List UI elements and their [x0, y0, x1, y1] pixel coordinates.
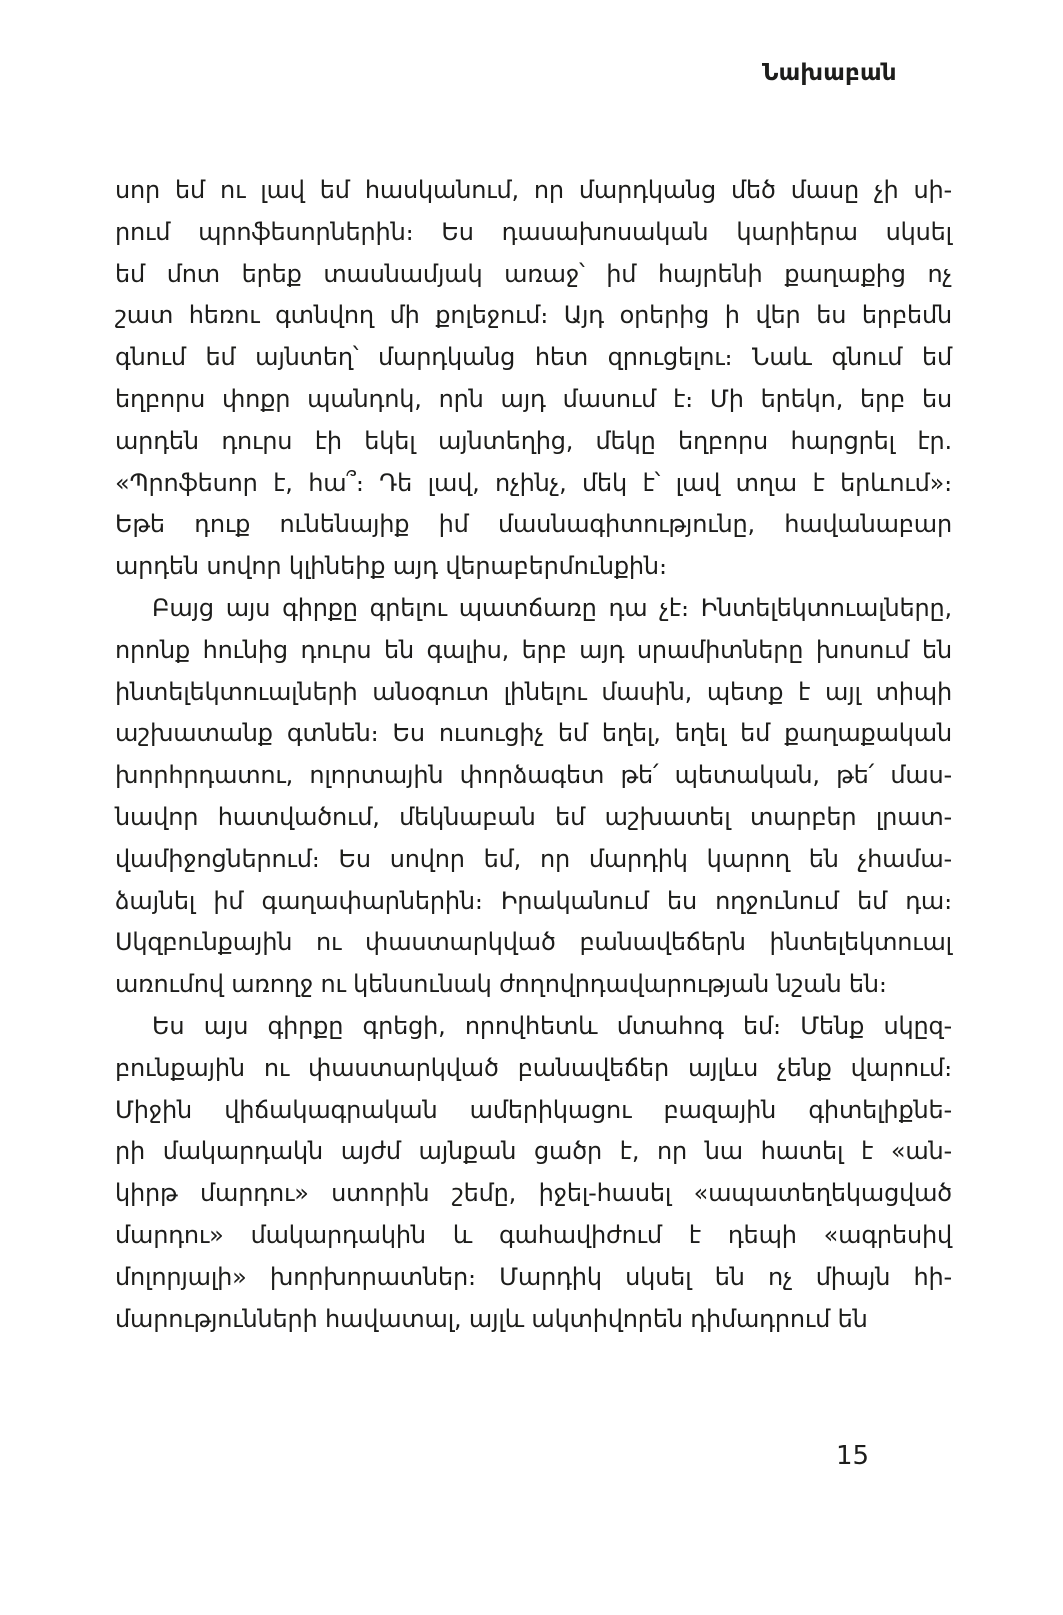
- text-line: րի մակարդակն այժմ այնքան ցածր է, որ նա հատել է «ան-: [115, 1137, 952, 1166]
- text-line: կիրթ մարդու» ստորին շեմը, իջել-հասել «ապատեղեկացված: [115, 1179, 952, 1208]
- running-header: Նախաբան: [762, 60, 897, 86]
- page-number: 15: [836, 1441, 870, 1471]
- text-line: վամիջոցներում։ Ես սովոր եմ, որ մարդիկ կարող են չհամա-: [115, 844, 952, 873]
- text-line: եմ մոտ երեք տասնամյակ առաջ՝ իմ հայրենի քաղաքից ոչ: [115, 259, 952, 288]
- text-line: րում պրոֆեսորներին։ Ես դասախոսական կարիերա սկսել: [115, 217, 952, 246]
- text-line: սոր եմ ու լավ եմ հասկանում, որ մարդկանց մեծ մասը չի սի-: [115, 176, 952, 204]
- text-line: խորհրդատու, ոլորտային փորձագետ թե՛ պետական, թե՛ մաս-: [115, 761, 952, 790]
- text-line: Ես այս գիրքը գրեցի, որովհետև մտահոգ եմ։ Մենք սկըզ-: [152, 1011, 952, 1040]
- text-line: Սկզբունքային ու փաստարկված բանավեճերն ինտելեկտուալ: [115, 928, 952, 957]
- text-line: գնում եմ այնտեղ՝ մարդկանց հետ զրուցելու։ Նաև գնում եմ: [115, 343, 952, 372]
- body-text: [115, 170, 952, 1340]
- text-line: արդեն դուրս էի եկել այնտեղից, մեկը եղբորս հարցրել էր.: [115, 426, 952, 455]
- text-line: Եթե դուք ունենայիք իմ մասնագիտությունը, հավանաբար: [115, 510, 952, 539]
- text-line: մարությունների հավատալ, այլև ակտիվորեն դիմադրում են: [115, 1304, 868, 1333]
- text-line: մարդու» մակարդակին և գահավիժում է դեպի «ագրեսիվ: [115, 1220, 952, 1249]
- text-line: աշխատանք գտնեն։ Ես ուսուցիչ եմ եղել, եղել եմ քաղաքական: [115, 719, 952, 748]
- text-line: եղբորս փոքր պանդոկ, որն այդ մասում է։ Մի երեկո, երբ ես: [115, 384, 952, 413]
- text-line: մոլորյալի» խորխորատներ։ Մարդիկ սկսել են ոչ միայն հի-: [115, 1262, 952, 1291]
- text-line: որոնք հունից դուրս են գալիս, երբ այդ սրամիտները խոսում են: [115, 635, 952, 664]
- text-line: Միջին վիճակագրական ամերիկացու բազային գիտելիքնե-: [115, 1095, 952, 1124]
- text-line: առումով առողջ ու կենսունակ ժողովրդավարության նշան են։: [115, 970, 887, 999]
- text-line: արդեն սովոր կլինեիք այդ վերաբերմունքին։: [115, 552, 667, 581]
- text-line: ինտելեկտուալների անօգուտ լինելու մասին, պետք է այլ տիպի: [115, 677, 952, 706]
- text-line: ձայնել իմ գաղափարներին։ Իրականում ես ողջունում եմ դա։: [115, 886, 952, 915]
- text-line: «Պրոֆեսոր է, հա՞։ Դե լավ, ոչինչ, մեկ է՝ լավ տղա է երևում»։: [115, 468, 952, 497]
- text-line: շատ հեռու գտնվող մի քոլեջում։ Այդ օրերից ի վեր ես երբեմն: [115, 301, 952, 330]
- text-line: նավոր հատվածում, մեկնաբան եմ աշխատել տարբեր լրատ-: [115, 802, 952, 831]
- text-line: Բայց այս գիրքը գրելու պատճառը դա չէ։ Ինտելեկտուալները,: [152, 593, 952, 622]
- text-line: բունքային ու փաստարկված բանավեճեր այլևս չենք վարում։: [115, 1053, 952, 1082]
